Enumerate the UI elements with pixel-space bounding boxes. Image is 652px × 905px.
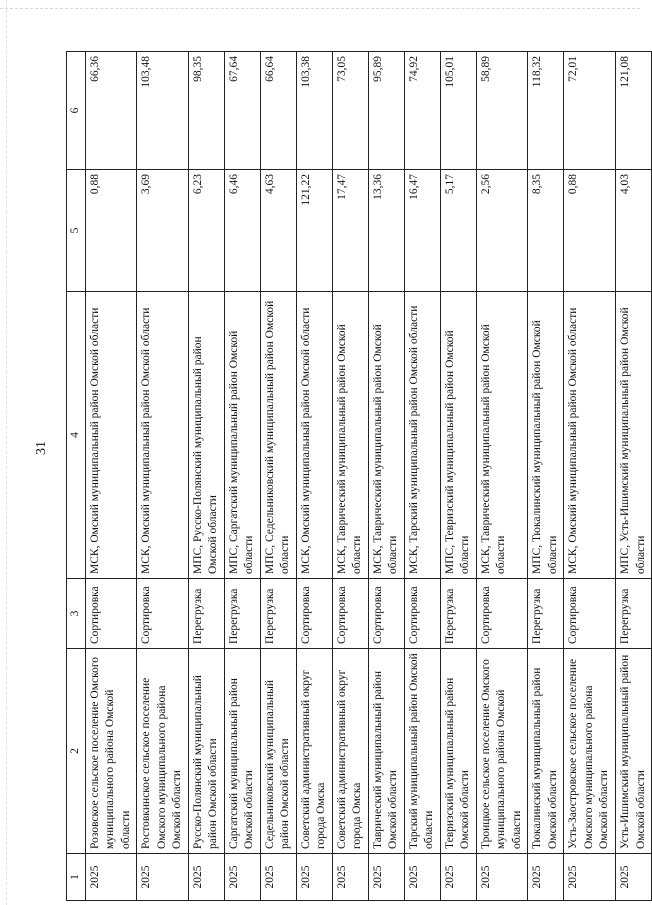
cell-col-5: 6,23 (188, 170, 224, 292)
cell-col-3: Сортировка (296, 579, 332, 649)
cell-col-2: Таврический муниципальный район Омской области (368, 649, 404, 854)
cell-col-1: 2025 (368, 854, 404, 901)
rotated-table (66, 52, 647, 901)
cell-col-6: 98,35 (188, 52, 224, 170)
cell-col-4: МСК, Омский муниципальный район Омской области (137, 292, 189, 579)
table-row (404, 52, 440, 901)
cell-col-6: 73,05 (332, 52, 368, 170)
cell-col-1: 2025 (260, 854, 296, 901)
cell-col-3: Перегрузка (224, 579, 260, 649)
cell-col-3: Сортировка (404, 579, 440, 649)
header-col-4: 4 (67, 292, 86, 579)
scan-edge-left (6, 0, 7, 905)
cell-col-4: МПС, Русско-Полянский муниципальный район Омской области (188, 292, 224, 579)
cell-col-6: 66,64 (260, 52, 296, 170)
cell-col-1: 2025 (85, 854, 137, 901)
cell-col-6: 72,01 (564, 52, 616, 170)
cell-col-4: МПС, Саргатский муниципальный район Омской области (224, 292, 260, 579)
page-number: 31 (34, 441, 49, 455)
cell-col-6: 105,01 (440, 52, 476, 170)
cell-col-3: Перегрузка (260, 579, 296, 649)
cell-col-5: 0,88 (85, 170, 137, 292)
table-row (476, 52, 528, 901)
table-row (615, 52, 651, 901)
cell-col-6: 121,08 (615, 52, 651, 170)
cell-col-6: 118,32 (528, 52, 564, 170)
cell-col-4: МСК, Таврический муниципальный район Омской области (476, 292, 528, 579)
cell-col-2: Советский административный округ города Омска (332, 649, 368, 854)
cell-col-5: 121,22 (296, 170, 332, 292)
cell-col-2: Тарский муниципальный район Омской области (404, 649, 440, 854)
cell-col-3: Сортировка (332, 579, 368, 649)
header-row (67, 52, 86, 901)
cell-col-2: Тюкалинский муниципальный район Омской области (528, 649, 564, 854)
table-row (85, 52, 137, 901)
cell-col-5: 13,36 (368, 170, 404, 292)
cell-col-2: Троицкое сельское поселение Омского муниципального района Омской области (476, 649, 528, 854)
table-row (564, 52, 616, 901)
cell-col-1: 2025 (296, 854, 332, 901)
cell-col-6: 103,48 (137, 52, 189, 170)
cell-col-5: 4,63 (260, 170, 296, 292)
header-col-6: 6 (67, 52, 86, 170)
cell-col-5: 4,03 (615, 170, 651, 292)
cell-col-4: МПС, Тюкалинский муниципальный район Омской области (528, 292, 564, 579)
cell-col-2: Советский административный округ города Омска (296, 649, 332, 854)
cell-col-5: 8,35 (528, 170, 564, 292)
cell-col-1: 2025 (476, 854, 528, 901)
cell-col-4: МПС, Усть-Ишимский муниципальный район Омской области (615, 292, 651, 579)
cell-col-3: Сортировка (137, 579, 189, 649)
cell-col-6: 58,89 (476, 52, 528, 170)
cell-col-1: 2025 (528, 854, 564, 901)
cell-col-1: 2025 (332, 854, 368, 901)
data-table (66, 51, 652, 901)
cell-col-2: Саргатский муниципальный район Омской области (224, 649, 260, 854)
cell-col-1: 2025 (224, 854, 260, 901)
scan-edge-top (0, 8, 640, 9)
cell-col-3: Сортировка (85, 579, 137, 649)
cell-col-3: Сортировка (368, 579, 404, 649)
cell-col-3: Сортировка (564, 579, 616, 649)
cell-col-2: Ростовкинское сельское поселение Омского муниципального района Омской области (137, 649, 189, 854)
cell-col-2: Усть-Заостровское сельское поселение Омского муниципального района Омской области (564, 649, 616, 854)
header-col-1: 1 (67, 854, 86, 901)
table-row (260, 52, 296, 901)
cell-col-4: МСК, Омский муниципальный район Омской области (564, 292, 616, 579)
cell-col-3: Перегрузка (528, 579, 564, 649)
cell-col-1: 2025 (615, 854, 651, 901)
cell-col-1: 2025 (404, 854, 440, 901)
table-row (137, 52, 189, 901)
table-container (66, 52, 647, 901)
header-col-5: 5 (67, 170, 86, 292)
cell-col-5: 3,69 (137, 170, 189, 292)
cell-col-5: 0,88 (564, 170, 616, 292)
cell-col-4: МСК, Таврический муниципальный район Омской области (368, 292, 404, 579)
cell-col-4: МСК, Омский муниципальный район Омской области (296, 292, 332, 579)
header-col-2: 2 (67, 649, 86, 854)
cell-col-1: 2025 (188, 854, 224, 901)
cell-col-2: Русско-Полянский муниципальный район Омской области (188, 649, 224, 854)
cell-col-5: 6,46 (224, 170, 260, 292)
cell-col-1: 2025 (440, 854, 476, 901)
cell-col-3: Перегрузка (188, 579, 224, 649)
table-row (332, 52, 368, 901)
cell-col-4: МСК, Таврический муниципальный район Омской области (332, 292, 368, 579)
cell-col-2: Седельниковский муниципальный район Омской области (260, 649, 296, 854)
cell-col-5: 17,47 (332, 170, 368, 292)
cell-col-6: 67,64 (224, 52, 260, 170)
cell-col-6: 74,92 (404, 52, 440, 170)
table-row (224, 52, 260, 901)
cell-col-4: МСК, Тарский муниципальный район Омской области (404, 292, 440, 579)
cell-col-3: Перегрузка (440, 579, 476, 649)
cell-col-6: 103,38 (296, 52, 332, 170)
cell-col-2: Усть-Ишимский муниципальный район Омской области (615, 649, 651, 854)
table-row (528, 52, 564, 901)
cell-col-2: Тевризский муниципальный район Омской области (440, 649, 476, 854)
cell-col-1: 2025 (137, 854, 189, 901)
cell-col-2: Розовское сельское поселение Омского муниципального района Омской области (85, 649, 137, 854)
cell-col-5: 5,17 (440, 170, 476, 292)
table-row (296, 52, 332, 901)
cell-col-5: 16,47 (404, 170, 440, 292)
cell-col-6: 66,36 (85, 52, 137, 170)
table-row (188, 52, 224, 901)
cell-col-1: 2025 (564, 854, 616, 901)
cell-col-4: МПС, Тевризский муниципальный район Омской области (440, 292, 476, 579)
cell-col-4: МПС, Седельниковский муниципальный район Омской области (260, 292, 296, 579)
header-col-3: 3 (67, 579, 86, 649)
cell-col-3: Сортировка (476, 579, 528, 649)
table-row (440, 52, 476, 901)
cell-col-5: 2,56 (476, 170, 528, 292)
cell-col-3: Перегрузка (615, 579, 651, 649)
cell-col-6: 95,89 (368, 52, 404, 170)
cell-col-4: МСК, Омский муниципальный район Омской области (85, 292, 137, 579)
table-row (368, 52, 404, 901)
